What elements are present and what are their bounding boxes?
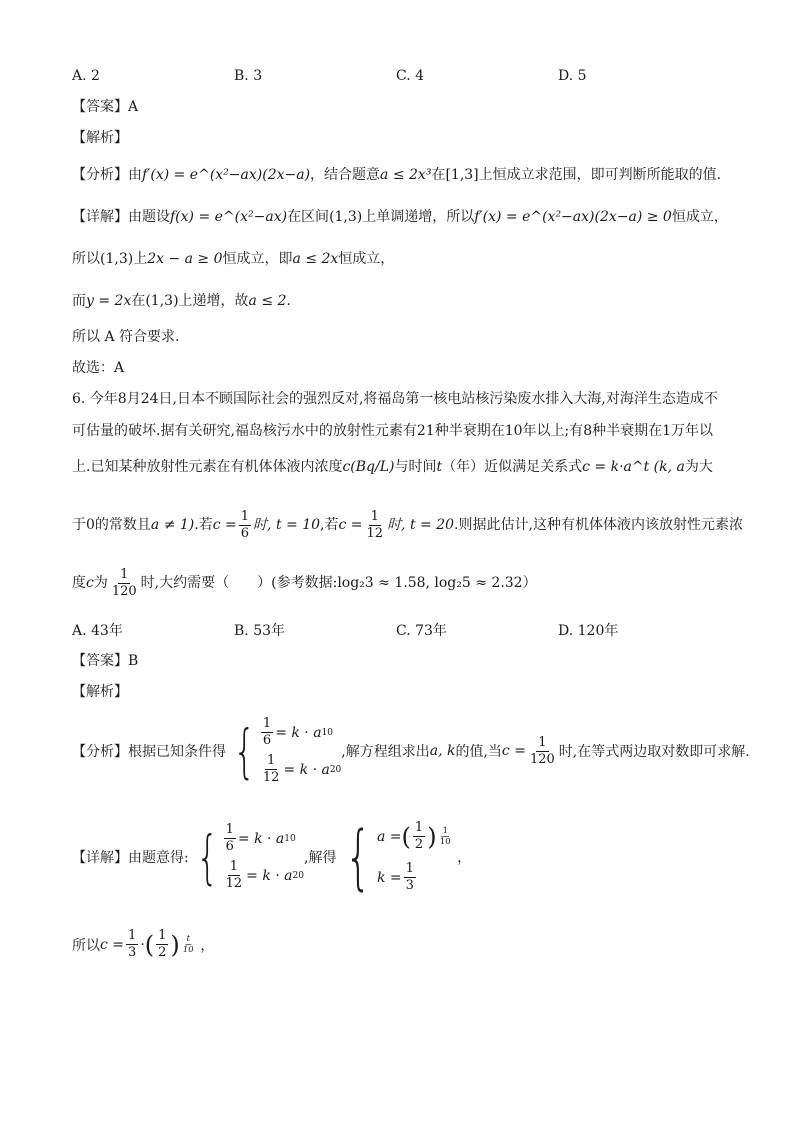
- q5-jiexi-label: 【解析】: [72, 130, 128, 146]
- frac-den: 6: [225, 839, 234, 854]
- q5-detail-line1: [72, 206, 728, 228]
- q6-c-eq: c =: [338, 517, 363, 533]
- q6-detail: [72, 816, 472, 898]
- q5-detail-text: 上递增，故: [178, 293, 249, 309]
- frac-num: 1: [442, 825, 448, 836]
- q6-stem-line5: [72, 564, 537, 602]
- q5-analysis-formula: f′(x) = e^(x²−ax)(2x−a): [142, 167, 311, 183]
- q6-c: c: [86, 575, 94, 591]
- eq-rhs: = k · a: [275, 724, 322, 741]
- q6-option-a: A. 43年: [72, 623, 123, 639]
- q5-detail-text: 在区间: [287, 209, 330, 225]
- q6-vars: a, k: [429, 743, 456, 759]
- sol-k: k =: [377, 869, 402, 886]
- frac-den: 10: [439, 836, 451, 847]
- frac-num: 1: [262, 716, 272, 731]
- q6-t-eq: 时, t = 10: [253, 517, 321, 533]
- left-brace: {: [345, 816, 373, 898]
- q5-detail-deriv: f′(x) = e^(x²−ax)(2x−a) ≥ 0: [474, 209, 672, 225]
- q5-answer: 【答案】A: [72, 99, 139, 115]
- q5-option-b: B. 3: [234, 68, 263, 84]
- frac-num: 1: [240, 508, 250, 524]
- q6-stem-line1: 6. 今年8月24日,日本不顾国际社会的强烈反对,将福岛第一核电站核污染废水排入大海,对海洋生态造成不: [72, 391, 718, 407]
- frac-den: 6: [240, 525, 250, 541]
- q5-detail-text: 恒成立，: [338, 251, 395, 267]
- q6-text: ）: [522, 575, 537, 591]
- frac-num: 1: [414, 820, 424, 835]
- q6-stem-line2: 可估量的破坏.据有关研究,福岛核污水中的放射性元素有21种半衰期在10年以上;有8种半衰期在1万年以: [72, 423, 714, 439]
- q6-text: .若: [194, 517, 213, 533]
- q6-cond: a ≠ 1): [150, 517, 195, 533]
- q5-detail-text: 上单调递增，所以: [362, 209, 475, 225]
- q5-detail-interval: (1,3): [145, 293, 179, 309]
- q5-detail-text: 恒成立，即: [222, 251, 293, 267]
- q6-fraction: [365, 509, 386, 542]
- q6-time-var: t: [436, 459, 443, 475]
- q6-text: 度: [72, 575, 86, 591]
- q6-option-c: C. 73年: [396, 623, 447, 639]
- frac-num: 1: [405, 861, 414, 876]
- q5-detail-text: 在: [131, 293, 146, 309]
- q6-fraction: [110, 567, 139, 600]
- q6-analysis: [72, 716, 750, 786]
- frac-den: 12: [262, 770, 280, 785]
- q5-detail-line3: [72, 290, 291, 312]
- q5-detail-text: 上: [133, 251, 148, 267]
- system-eq2: $\frac{1}{12}$ = k · a 20: [262, 753, 342, 785]
- dot: ·: [140, 936, 145, 953]
- q5-analysis-text-mid: ，结合题意: [310, 167, 381, 183]
- q5-detail-func: f(x) = e^(x²−ax): [170, 209, 288, 225]
- frac-den: 3: [405, 878, 414, 893]
- q5-detail-interval: (1,3): [100, 251, 134, 267]
- q6-text: ,解方程组求出: [341, 744, 430, 760]
- q6-c-eq: c =: [501, 743, 526, 759]
- q6-reference-data: log₂3 ≈ 1.58, log₂5 ≈ 2.32: [337, 575, 523, 591]
- q5-detail-line4: 所以 A 符合要求.: [72, 329, 180, 345]
- frac-num: 1: [128, 928, 137, 943]
- frac-den: 3: [128, 945, 137, 960]
- frac-num: t: [186, 933, 190, 944]
- q6-text: 所以: [72, 937, 100, 954]
- q6-c-eq: c =: [100, 936, 125, 953]
- q6-text: 上.已知某种放射性元素在有机体体液内浓度: [72, 459, 343, 475]
- frac-den: 2: [414, 837, 424, 852]
- frac-den: 6: [262, 733, 272, 748]
- q5-analysis-cond: a ≤ 2x³: [380, 167, 432, 183]
- frac-den: 2: [158, 945, 167, 960]
- q6-answer: 【答案】B: [72, 653, 139, 669]
- q6-final: 所以 c = $\frac{1}{3}$ · ( $\frac{1}{2}$ ) $\frac{t}{10}$ ，: [72, 928, 215, 960]
- q6-text: ,解得: [304, 850, 337, 866]
- q6-detail-label: 【详解】由题意得:: [72, 850, 189, 866]
- q5-option-d: D. 5: [558, 68, 587, 84]
- q5-analysis-interval: [1,3]: [445, 167, 479, 183]
- q5-option-c: C. 4: [396, 68, 425, 84]
- q6-c-eq: c =: [212, 517, 237, 533]
- q6-jiexi-label: 【解析】: [72, 684, 128, 700]
- q6-concentration: c(Bq/L): [342, 459, 395, 475]
- sol-a: a =: [377, 828, 402, 845]
- q6-text: 时,在等式两边取对数即可求解.: [558, 744, 750, 760]
- solution-system: { a = ( $\frac{1}{2}$ ) $\frac{1}{10}$ k = $\frac{1}{3}$: [345, 816, 451, 898]
- q5-detail-label: 【详解】由题设: [72, 209, 170, 225]
- q6-text: ，: [200, 937, 215, 954]
- equation-system: [226, 716, 341, 786]
- frac-num: 1: [267, 753, 276, 768]
- frac-den: 120: [529, 751, 555, 767]
- q5-detail-ineq: 2x − a ≥ 0: [147, 251, 223, 267]
- q6-text: （年）近似满足关系式: [442, 459, 583, 475]
- frac-num: 1: [225, 822, 234, 837]
- q6-text: .则据此估计,这种有机体体液内该放射性元素浓: [454, 517, 743, 533]
- q6-text: 的值,当: [455, 744, 502, 760]
- q6-fraction: [239, 509, 251, 542]
- q6-text: 时,大约需要（ ）(参考数据:: [140, 575, 338, 591]
- q5-detail-func: y = 2x: [86, 293, 132, 309]
- q6-formula: c = k·a^t (k, a: [582, 459, 685, 475]
- left-brace: {: [196, 823, 219, 891]
- left-brace: {: [233, 717, 256, 785]
- frac-den: 10: [182, 944, 194, 955]
- q5-analysis: [72, 164, 721, 186]
- q5-detail-line5: 故选：A: [72, 360, 125, 376]
- q6-stem-line3: [72, 456, 713, 478]
- eq-rhs: = k · a: [246, 867, 293, 884]
- frac-den: 120: [111, 583, 137, 599]
- q6-stem-line4: [72, 506, 743, 544]
- q6-t-eq: 时, t = 20: [387, 517, 455, 533]
- frac-den: 12: [366, 525, 384, 541]
- eq-rhs: = k · a: [283, 761, 330, 778]
- frac-num: 1: [538, 734, 547, 750]
- q6-text: ，: [457, 850, 472, 866]
- frac-num: 1: [158, 928, 167, 943]
- q6-option-b: B. 53年: [234, 623, 286, 639]
- q5-detail-text: 所以: [72, 251, 100, 267]
- q6-text: 于0的常数且: [72, 517, 151, 533]
- equation-system: { $\frac{1}{6}$ = k · a 10 $\frac{1}{12}$ = k · a 20: [196, 822, 304, 891]
- frac-num: 1: [120, 566, 129, 582]
- q6-analysis-label: 【分析】根据已知条件得: [72, 744, 226, 760]
- frac-num: 1: [229, 859, 239, 874]
- q6-text: 与时间: [394, 459, 437, 475]
- q5-detail-text: 而: [72, 293, 86, 309]
- q6-text: 为: [93, 575, 108, 591]
- q5-detail-ineq: a ≤ 2x: [292, 251, 339, 267]
- q6-option-d: D. 120年: [558, 623, 619, 639]
- frac-num: 1: [370, 508, 379, 524]
- q5-detail-result: a ≤ 2.: [248, 293, 291, 309]
- q5-detail-text: 恒成立，: [671, 209, 728, 225]
- frac-den: 12: [225, 876, 243, 891]
- q5-analysis-text-on: 在: [431, 167, 446, 183]
- q6-text: ,若: [320, 517, 339, 533]
- q6-text: 为大: [684, 459, 713, 475]
- q5-detail-interval: (1,3): [329, 209, 363, 225]
- system-eq1: $\frac{1}{6}$ = k · a 10: [262, 716, 334, 748]
- q5-option-a: A. 2: [72, 68, 100, 84]
- eq-rhs: = k · a: [237, 830, 285, 847]
- q5-analysis-text-end: 上恒成立求范围，即可判断所能取的值.: [478, 167, 722, 183]
- q5-detail-line2: [72, 248, 394, 270]
- q5-analysis-label: 【分析】由: [72, 167, 142, 183]
